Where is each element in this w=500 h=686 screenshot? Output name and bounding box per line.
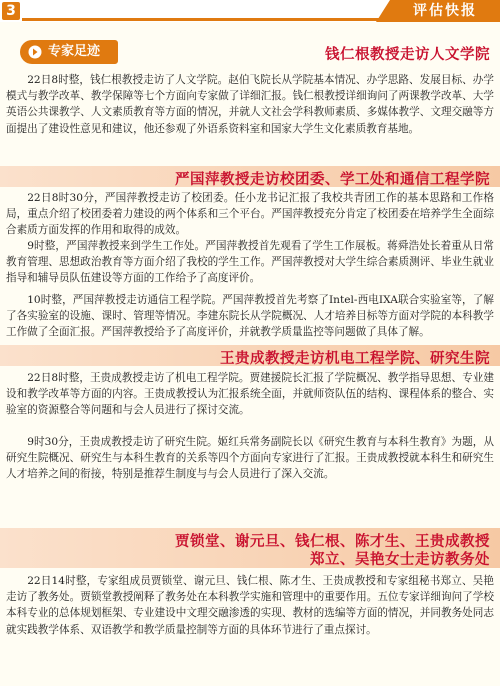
header-rule bbox=[22, 18, 402, 21]
article-heading: 严国萍教授走访校团委、学工处和通信工程学院 bbox=[175, 172, 490, 188]
article-paragraph: 9时整，严国萍教授来到学生工作处。严国萍教授首先观看了学生工作展板。蒋舜浩处长着重从日常教育管理、思想政治教育等方面介绍了我校的学生工作。严国萍教授对大学生综合素质测评、毕业生就业指导和辅导员队伍建设等方面的工作给予了高度评价。 bbox=[6, 240, 494, 285]
article-heading-line2: 郑立、吴艳女士走访教务处 bbox=[310, 552, 490, 568]
article-heading: 钱仁根教授走访人文学院 bbox=[325, 47, 490, 63]
article-heading: 王贵成教授走访机电工程学院、研究生院 bbox=[220, 351, 490, 367]
article-paragraph: 9时30分，王贵成教授走访了研究生院。姬红兵常务副院长以《研究生教育与本科生教育》为题，从研究生院概况、研究生与本科生教育的关系等四个方面向专家进行了汇报。王贵成教授就本科生和研究生人才培养之间的衔接，特别是推荐生制度与与会人员进行了深入交流。 bbox=[6, 436, 494, 481]
article-paragraph: 10时整，严国萍教授走访通信工程学院。严国萍教授首先考察了Intel-西电IXA联合实验室等，了解了各实验室的设施、课时、管理等情况。李建东院长从学院概况、人才培养目标等方面对学院的本科教学工作做了全面汇报。严国萍教授给予了高度评价，并就教学质量监控等问题做了具体了解。 bbox=[6, 294, 494, 339]
article-paragraph: 22日8时整，王贵成教授走访了机电工程学院。贾建援院长汇报了学院概况、教学指导思想、专业建设和教学改革等方面的内容。王贵成教授认为汇报系统全面，并就师资队伍的结构、课程体系的整合、实验室的资源整合等问题和与会人员进行了探讨交流。 bbox=[6, 372, 494, 417]
article-paragraph: 22日14时整，专家组成员贾锁堂、谢元旦、钱仁根、陈才生、王贵成教授和专家组秘书郑立、吴艳走访了教务处。贾锁堂教授阐释了教务处在本科教学实施和管理中的重要作用。五位专家详细询问了学校本科专业的总体规划框架、专业建设中文理交融渗透的实现、教材的选编等方面的情况，并同教务处同志就实践教学体系、双语教学和教学质量控制等方面的具体环节进行了重点探讨。 bbox=[6, 575, 494, 636]
article-heading-line1: 贾锁堂、谢元旦、钱仁根、陈才生、王贵成教授 bbox=[175, 534, 490, 550]
page-number: 3 bbox=[2, 2, 20, 20]
section-badge-label: 专家足迹 bbox=[48, 44, 101, 59]
header-title-tab: 评估快报 bbox=[390, 0, 500, 22]
article-paragraph: 22日8时整，钱仁根教授走访了人文学院。赵伯飞院长从学院基本情况、办学思路、发展目标、办学模式与教学改革、教学保障等七个方面向专家做了详细汇报。钱仁根教授详细询问了两课教学改革、大学英语公共课教学、人文素质教育等方面的情况，并就人文社会学科教师素质、多媒体教学、文理交融等方面提出了建设性意见和建议，他还参观了外语系资料室和国家大学生文化素质教育基地。 bbox=[6, 74, 494, 135]
article-paragraph: 22日8时30分，严国萍教授走访了校团委。任小龙书记汇报了我校共青团工作的基本思路和工作格局，重点介绍了校团委着力建设的两个体系和三个平台。严国萍教授充分肯定了校团委在培养学生全面综合素质方面发挥的作用和取得的成效。 bbox=[6, 192, 494, 237]
